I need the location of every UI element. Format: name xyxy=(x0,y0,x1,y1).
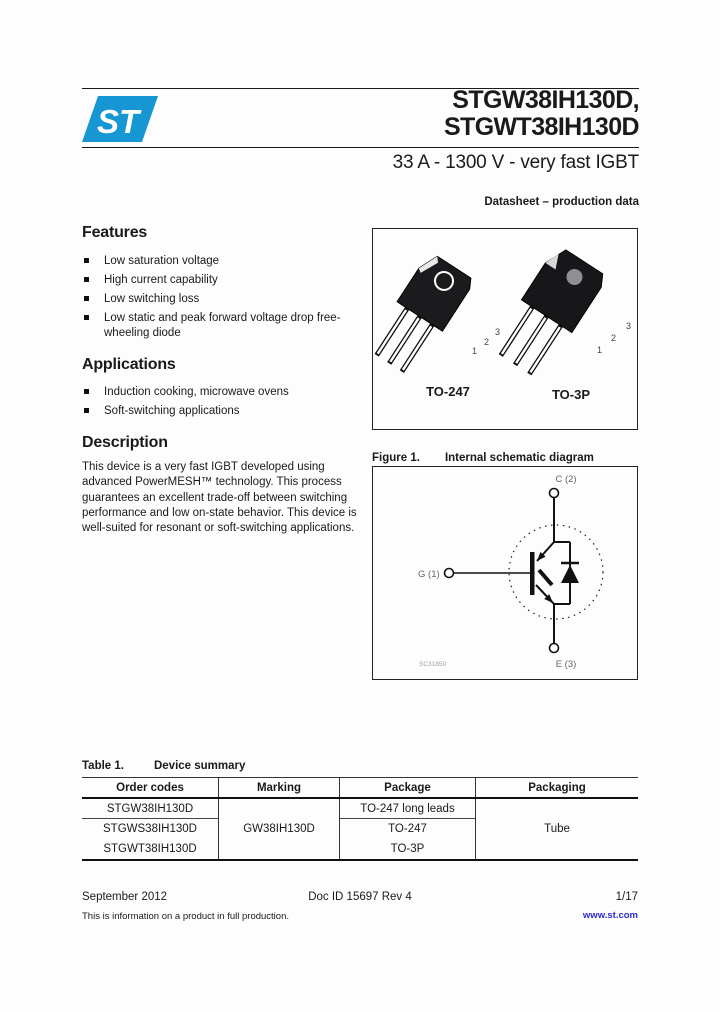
features-heading: Features xyxy=(82,224,148,241)
table-header-cell: Marking xyxy=(218,778,340,797)
table-caption-label: Table 1. xyxy=(82,760,124,772)
header-rule-bottom xyxy=(82,147,639,148)
subtitle: 33 A - 1300 V - very fast IGBT xyxy=(392,152,639,173)
feature-item-text: Low static and peak forward voltage drop free-wheeling diode xyxy=(104,312,341,339)
footer-doc-id: Doc ID 15697 Rev 4 xyxy=(308,891,412,903)
part-title-line1: STGW38IH130D, xyxy=(452,86,639,114)
part-title xyxy=(444,87,639,141)
application-item-text: Soft-switching applications xyxy=(104,405,240,417)
description-heading: Description xyxy=(82,434,168,451)
table-cell-order-code: STGW38IH130D xyxy=(82,799,218,819)
description-text: This device is a very fast IGBT developed using advanced PowerMESH™ technology. This process guarantees an excellent trade-off between switching performance and low on-state behavior. This device is well-suited for resonant or soft-switching applications. xyxy=(82,461,357,535)
table-header-cell: Order codes xyxy=(116,782,184,794)
pin-number: 2 xyxy=(611,333,617,343)
application-item xyxy=(84,385,352,400)
figure-caption xyxy=(372,452,594,464)
feature-item xyxy=(84,311,352,340)
part-title-line2: STGWT38IH130D xyxy=(443,113,639,141)
pin-number: 1 xyxy=(597,345,603,355)
table-body xyxy=(82,799,638,861)
device-summary-table xyxy=(82,777,638,861)
table-cell-package: TO-247 xyxy=(388,823,427,835)
applications-heading: Applications xyxy=(82,356,176,373)
bullet-icon xyxy=(84,277,89,282)
bullet-icon xyxy=(84,408,89,413)
st-logo xyxy=(82,94,158,144)
feature-item xyxy=(84,292,352,307)
application-item xyxy=(84,404,352,419)
footer-date: September 2012 xyxy=(82,891,168,903)
table-cell-package: TO-3P xyxy=(390,843,425,855)
st-website-link[interactable]: www.st.com xyxy=(582,910,638,921)
table-cell-marking: GW38IH130D xyxy=(218,799,340,859)
terminal-label-emitter: E (3) xyxy=(555,659,577,670)
pin-number: 2 xyxy=(484,337,490,347)
bullet-icon xyxy=(84,315,89,320)
schematic-figure-box xyxy=(372,466,638,680)
igbt-schematic-icon xyxy=(373,467,637,679)
pin-number: 1 xyxy=(472,346,478,356)
table-header-cell: Packaging xyxy=(475,778,638,797)
production-note: This is information on a product in full production. xyxy=(82,911,289,922)
table-cell-packaging: Tube xyxy=(475,799,638,859)
pin-number: 3 xyxy=(495,327,501,337)
table-cell-order-code: STGWT38IH130D xyxy=(103,843,197,855)
st-logo-text: ST xyxy=(97,103,140,140)
table-header-cell: Package xyxy=(384,782,431,794)
pin-number: 3 xyxy=(626,321,632,331)
package-figure-box xyxy=(372,228,638,430)
figure-caption-label: Figure 1. xyxy=(372,452,420,464)
table-caption xyxy=(82,760,245,772)
feature-item-text: High current capability xyxy=(104,274,218,286)
table-caption-text: Device summary xyxy=(153,760,246,772)
doc-type-label: Datasheet – production data xyxy=(484,196,639,208)
feature-item xyxy=(84,254,352,269)
to3p-package-icon xyxy=(490,244,608,381)
to247-package-icon xyxy=(373,251,478,378)
table-cell-package: TO-247 long leads xyxy=(340,799,475,819)
feature-item-text: Low switching loss xyxy=(104,293,200,305)
terminal-label-gate: G (1) xyxy=(418,569,440,580)
package-label-to3p: TO-3P xyxy=(551,387,591,402)
figure-code: SC31850 xyxy=(419,661,447,668)
table-cell-order-code: STGWS38IH130D xyxy=(103,823,197,835)
figure-caption-text: Internal schematic diagram xyxy=(444,452,594,464)
package-label-to247: TO-247 xyxy=(426,384,470,399)
table-header-row xyxy=(82,778,638,799)
bullet-icon xyxy=(84,258,89,263)
application-item-text: Induction cooking, microwave ovens xyxy=(104,386,289,398)
feature-item xyxy=(84,273,352,288)
bullet-icon xyxy=(84,389,89,394)
feature-item-text: Low saturation voltage xyxy=(104,255,220,267)
terminal-label-collector: C (2) xyxy=(555,474,577,485)
st-logo-icon xyxy=(82,94,158,144)
bullet-icon xyxy=(84,296,89,301)
footer-page-number: 1/17 xyxy=(615,891,638,903)
